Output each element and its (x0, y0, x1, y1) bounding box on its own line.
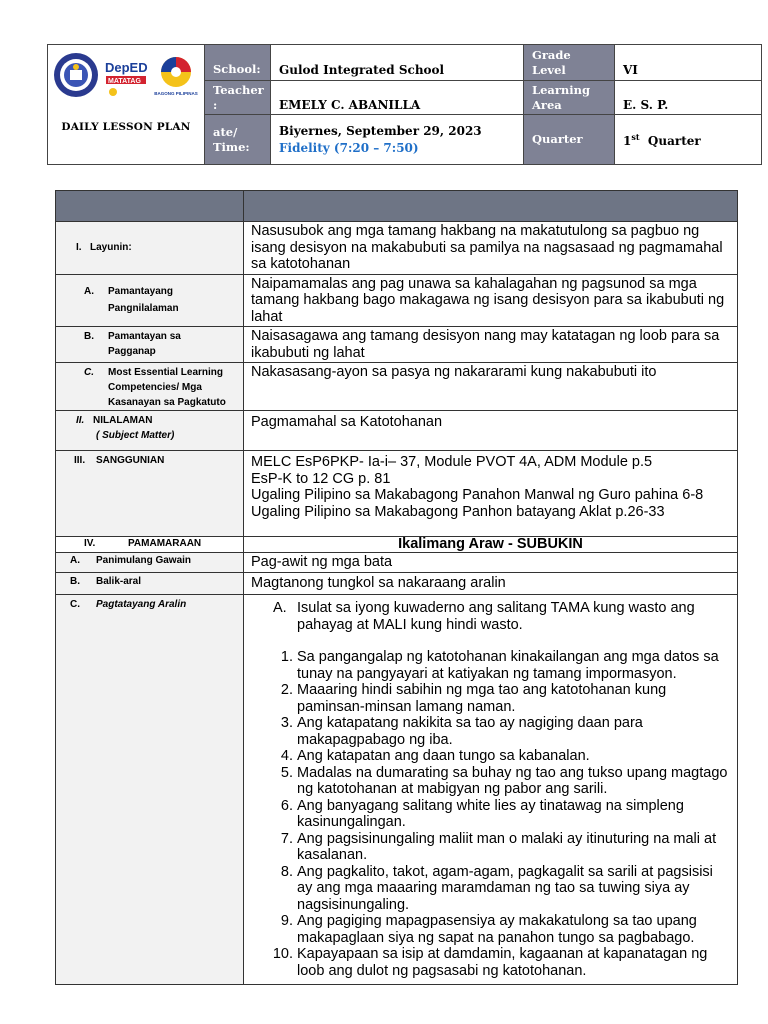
deped-seal-logo (53, 52, 99, 98)
pamantayang-pangnilalaman-label (56, 275, 243, 317)
row-pamamaraan (56, 537, 738, 553)
quarter-number: 1 (623, 133, 632, 148)
row-pagtatayang-aralin (56, 595, 738, 985)
pamantayang-pangnilalaman-label-text: Pamantayang Pangnilalaman (108, 285, 179, 314)
learning-area-label: Learning Area (524, 81, 615, 115)
layunin-num: I. (76, 242, 82, 254)
pamantayan-sa-pagganap-label-cell (56, 327, 244, 363)
lesson-plan-table (55, 190, 738, 985)
logo-deped-text: DepED (105, 60, 148, 75)
pamamaraan-label-cell (56, 537, 244, 553)
nilalaman-label-cell (56, 411, 244, 451)
list-item: 5. Madalas na dumarating sa buhay ng tao ang tukso upang magtago ng katotohanan at mabigyan ng pabor ang sarili. (297, 765, 730, 798)
balik-aral-label-text: Balik-aral (96, 576, 142, 587)
instruction-letter: A. (273, 600, 287, 616)
header-table (47, 44, 762, 165)
pamantayang-pangnilalaman-num: A. (84, 285, 94, 297)
bagong-pilipinas-logo (153, 52, 199, 98)
nilalaman-label (56, 411, 243, 428)
balik-aral-label (56, 573, 243, 591)
pamantayan-sa-pagganap-label-text: Pamantayan sa Pagganap (108, 331, 181, 357)
balik-aral-text: Magtanong tungkol sa nakaraang aralin (244, 573, 738, 595)
layunin-text: Nasusubok ang mga tamang hakbang na makatutulong sa pagbuo ng isang desisyon na makabubuti sa pamilya na nagsasaad ng pagmamahal sa katotohanan (244, 222, 738, 275)
panimulang-gawain-text: Pag-awit ng mga bata (244, 553, 738, 573)
quarter-word: Quarter (647, 133, 701, 148)
pagtatayang-aralin-label (56, 595, 243, 612)
row-pamantayan-sa-pagganap (56, 327, 738, 363)
pamantayang-pangnilalaman-label-cell (56, 274, 244, 327)
sanggunian-label (56, 451, 243, 468)
table-header-row (56, 191, 738, 222)
layunin-label-cell (56, 222, 244, 275)
pamamaraan-day-title: Ikalimang Araw - SUBUKIN (244, 537, 738, 553)
list-item: 3. Ang katapatang nakikita sa tao ay nagiging daan para makapagpabago ng iba. (297, 715, 730, 748)
daily-lesson-plan-title: DAILY LESSON PLAN (61, 121, 191, 133)
pamamaraan-label (56, 537, 243, 551)
layunin-label (56, 240, 243, 255)
table-header-left (56, 191, 244, 222)
date-value: Biyernes, September 29, 2023 (279, 123, 482, 138)
pamamaraan-num: IV. (84, 538, 96, 549)
school-value: Gulod Integrated School (271, 45, 524, 81)
row-melc (56, 363, 738, 411)
balik-aral-label-cell (56, 573, 244, 595)
pamantayang-pangnilalaman-text: Naipamamalas ang pag unawa sa kahalagahan ng pagsunod sa mga tamang hakbang bago makagawa ng isang desisyon para sa ikabubuti ng lahat (244, 274, 738, 327)
row-balik-aral (56, 573, 738, 595)
header-logo-cell (48, 45, 205, 165)
pagtatayang-aralin-label-text: Pagtatayang Aralin (96, 599, 187, 610)
quarter-label: Quarter (524, 115, 615, 165)
melc-label-cell (56, 363, 244, 411)
quarter-suffix: st (631, 131, 640, 142)
melc-label-text: Most Essential Learning Competencies/ Mga Kasanayan sa Pagkatuto (108, 367, 226, 408)
pamantayan-sa-pagganap-num: B. (84, 331, 94, 342)
grade-level-value: VI (615, 45, 762, 81)
pamamaraan-label-text: PAMAMARAAN (128, 538, 202, 549)
instruction-text: Isulat sa iyong kuwaderno ang salitang TAMA kung wasto ang pahayag at MALI kung hindi wasto. (297, 600, 695, 633)
melc-label (56, 363, 243, 410)
row-pamantayang-pangnilalaman (56, 274, 738, 327)
sanggunian-line: Ugaling Pilipino sa Makabagong Panhon batayang Aklat p.26-33 (251, 503, 665, 520)
sanggunian-list (244, 451, 738, 537)
date-time-cell (271, 115, 524, 165)
row-sanggunian (56, 451, 738, 537)
logo-matatag-text: MATATAG (108, 78, 141, 85)
assessment-items (251, 649, 730, 979)
nilalaman-sub: ( Subject Matter) (96, 430, 175, 441)
logo-row (48, 51, 204, 99)
sanggunian-label-cell (56, 451, 244, 537)
quarter-value (615, 115, 762, 165)
layunin-label-text: Layunin: (90, 242, 132, 254)
list-item: 8. Ang pagkalito, takot, agam-agam, pagkagalit sa sarili at pagsisisi ay ang mga maaaring maramdaman ng tao sa tuwing siya ay nagsisinungaling. (297, 864, 730, 914)
panimulang-gawain-label-text: Panimulang Gawain (96, 555, 192, 566)
list-item: 4. Ang katapatan ang daan tungo sa kabanalan. (297, 748, 730, 765)
instruction (251, 600, 730, 633)
learning-area-value: E. S. P. (615, 81, 762, 115)
grade-level-label: Grade Level (524, 45, 615, 81)
pagtatayang-aralin-label-cell (56, 595, 244, 985)
melc-num: C. (84, 367, 94, 378)
panimulang-gawain-label-cell (56, 553, 244, 573)
sanggunian-line: EsP-K to 12 CG p. 81 (251, 470, 391, 487)
sanggunian-line: Ugaling Pilipino sa Makabagong Panahon Manwal ng Guro pahina 6-8 (251, 487, 704, 503)
list-item: 6. Ang banyagang salitang white lies ay tinatawag na simpleng kasinungalingan. (297, 798, 730, 831)
sanggunian-label-text: SANGGUNIAN (96, 455, 165, 466)
row-layunin (56, 222, 738, 275)
pagtatayang-aralin-content (244, 595, 738, 985)
melc-text: Nakasasang-ayon sa pasya ng nakararami kung nakabubuti ito (244, 363, 738, 411)
balik-aral-num: B. (70, 576, 80, 587)
list-item: 7. Ang pagsisinungaling maliit man o malaki ay itinuturing na mali at kasalanan. (297, 831, 730, 864)
list-item: 2. Maaaring hindi sabihin ng mga tao ang katotohanan kung paminsan-minsan lamang naman. (297, 682, 730, 715)
sanggunian-line: MELC EsP6PKP- Ia-i– 37, Module PVOT 4A, ADM Module p.5 (251, 454, 653, 470)
teacher-label: Teacher : (205, 81, 271, 115)
sanggunian-num: III. (74, 455, 86, 466)
pamantayan-sa-pagganap-text: Naisasagawa ang tamang desisyon nang may katatagan ng loob para sa ikabubuti ng lahat (244, 327, 738, 363)
pagtatayang-aralin-num: C. (70, 599, 80, 610)
date-time-label: ate/ Time: (205, 115, 271, 165)
teacher-value: EMELY C. ABANILLA (271, 81, 524, 115)
nilalaman-label-text: NILALAMAN (93, 415, 153, 426)
logo-bagong-pilipinas-text: BAGONG PILIPINAS (154, 91, 198, 96)
panimulang-gawain-num: A. (70, 555, 80, 566)
table-header-right (244, 191, 738, 222)
time-value: Fidelity (7:20 – 7:50) (279, 140, 419, 155)
pamantayan-sa-pagganap-label (56, 327, 243, 359)
deped-matatag-logo (103, 52, 149, 98)
row-panimulang-gawain (56, 553, 738, 573)
row-nilalaman (56, 411, 738, 451)
panimulang-gawain-label (56, 553, 243, 569)
list-item: 9. Ang pagiging mapagpasensiya ay makakatulong sa tao upang makapaglaan siya ng sapat na panahon tungo sa pagbabago. (297, 913, 730, 946)
nilalaman-num: II. (76, 415, 85, 426)
school-label: School: (205, 45, 271, 81)
list-item: 1. Sa pangangalap ng katotohanan kinakailangan ang mga datos sa tunay na pangyayari at katiyakan ng tamang impormasyon. (297, 649, 730, 682)
list-item: 10. Kapayapaan sa isip at damdamin, kagaanan at kapanatagan ng loob ang dulot ng pagsasabi ng katotohanan. (297, 946, 730, 979)
nilalaman-text: Pagmamahal sa Katotohanan (244, 411, 738, 451)
